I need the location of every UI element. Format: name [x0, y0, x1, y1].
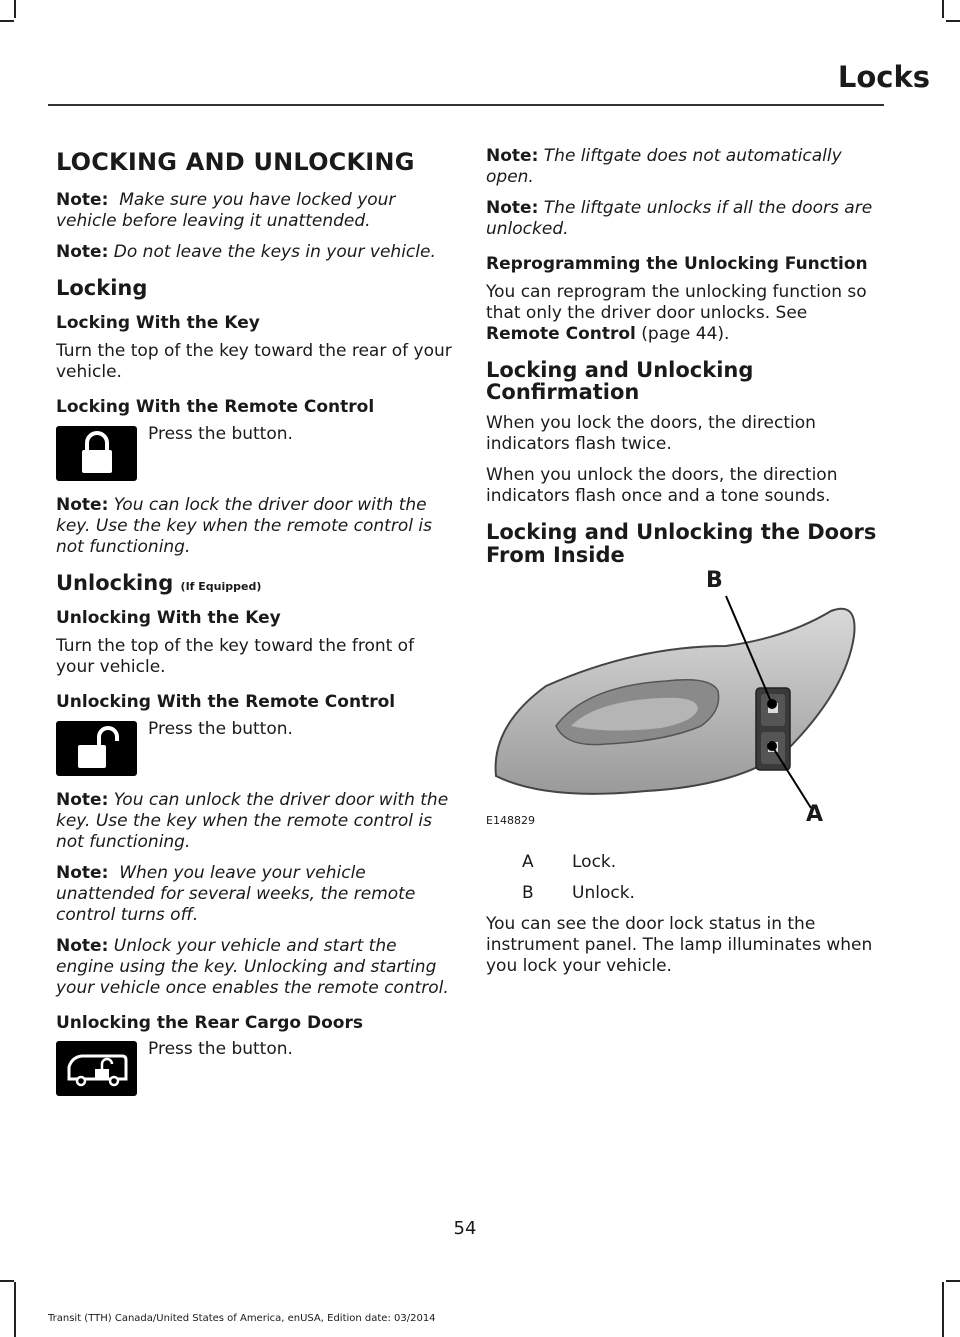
section-heading: LOCKING AND UNLOCKING [56, 148, 415, 176]
callout-b: B [706, 567, 723, 593]
legend-key: B [522, 882, 534, 903]
note [56, 190, 454, 232]
cargo-doors-row [56, 1041, 454, 1096]
note [486, 198, 884, 240]
page-number: 54 [453, 1218, 477, 1239]
header-divider [48, 104, 884, 106]
note-text: When you leave your vehicle unattended for several weeks, the remote control turns off. [56, 862, 416, 925]
note [56, 242, 454, 263]
note-text: Make sure you have locked your vehicle before leaving it unattended. [56, 190, 396, 231]
note-label: Note: [56, 494, 109, 515]
if-equipped-label: (If Equipped) [180, 579, 262, 593]
reprogramming-text-before: You can reprogram the unlocking function so that only the driver door unlocks. See [486, 282, 867, 324]
unlock-icon [56, 721, 137, 776]
unlocking-remote-text: Press the button. [148, 718, 293, 739]
note-text: Unlock your vehicle and start the engine using the key. Unlocking and starting your vehicle once enables the remote control. [56, 935, 449, 998]
crop-mark [0, 20, 14, 22]
legend-key: A [522, 851, 534, 872]
subsection-heading-locking: Locking [56, 276, 148, 300]
note [56, 495, 454, 558]
lock-icon [56, 426, 137, 481]
unlocking-with-key-heading: Unlocking With the Key [56, 607, 281, 628]
locking-remote-heading: Locking With the Remote Control [56, 397, 375, 418]
remote-control-link[interactable]: Remote Control [486, 324, 636, 345]
note [56, 790, 454, 853]
note-label: Note: [486, 198, 539, 218]
door-handle-illustration [486, 576, 884, 826]
note-label: Note: [56, 862, 109, 883]
crop-mark [946, 1280, 960, 1282]
cargo-doors-text: Press the button. [148, 1039, 293, 1060]
note [486, 146, 884, 188]
locking-with-key-text: Turn the top of the key toward the rear of your vehicle. [56, 341, 452, 383]
crop-mark [0, 1280, 14, 1282]
inside-heading: Locking and Unlocking the Doors From Inside [486, 520, 877, 567]
locking-remote-row [56, 423, 454, 481]
unlocking-with-key-text: Turn the top of the key toward the front of your vehicle. [56, 636, 415, 678]
note-label: Note: [56, 190, 109, 210]
note-text: Do not leave the keys in your vehicle. [113, 242, 436, 262]
legend-label: Unlock. [572, 882, 635, 903]
confirmation-text-lock: When you lock the doors, the direction indicators flash twice. [486, 413, 816, 455]
crop-mark [14, 0, 16, 18]
footer-text: Transit (TTH) Canada/United States of America, enUSA, Edition date: 03/2014 [48, 1313, 436, 1324]
callout-a: A [806, 801, 824, 827]
note-text: You can lock the driver door with the key. Use the key when the remote control is not functioning. [56, 494, 432, 557]
right-column [486, 146, 884, 987]
note-label: Note: [486, 146, 539, 166]
reprogramming-text [486, 282, 884, 345]
crop-mark [14, 1282, 16, 1337]
legend-row [486, 852, 884, 873]
reprogramming-heading: Reprogramming the Unlocking Function [486, 254, 868, 274]
figure-code: E148829 [486, 813, 535, 827]
crop-mark [942, 0, 944, 18]
confirmation-heading: Locking and Unlocking Confirmation [486, 358, 754, 405]
note-label: Note: [56, 242, 109, 262]
note [56, 863, 454, 926]
crop-mark [946, 20, 960, 22]
note-text: The liftgate does not automatically open. [486, 146, 842, 187]
unlocking-remote-row [56, 718, 454, 776]
subsection-heading-unlocking [56, 572, 454, 594]
lock-status-text: You can see the door lock status in the instrument panel. The lamp illuminates when you lock your vehicle. [486, 913, 873, 976]
left-column [56, 140, 454, 1110]
cargo-doors-heading: Unlocking the Rear Cargo Doors [56, 1012, 363, 1033]
legend-row [486, 883, 884, 904]
page-header-title: Locks [837, 60, 930, 94]
van-rear-unlock-icon [56, 1041, 137, 1096]
note-text: The liftgate unlocks if all the doors are unlocked. [486, 198, 873, 239]
confirmation-text-unlock: When you unlock the doors, the direction indicators flash once and a tone sounds. [486, 465, 838, 507]
note-label: Note: [56, 935, 109, 956]
unlocking-remote-heading: Unlocking With the Remote Control [56, 692, 396, 713]
note-text: You can unlock the driver door with the key. Use the key when the remote control is not functioning. [56, 789, 449, 852]
unlocking-heading-text: Unlocking [56, 570, 174, 595]
legend-label: Lock. [572, 851, 617, 872]
locking-with-key-heading: Locking With the Key [56, 313, 260, 334]
locking-remote-text: Press the button. [148, 423, 293, 444]
crop-mark [942, 1282, 944, 1337]
note [56, 936, 454, 999]
reprogramming-page-ref: (page 44). [641, 324, 730, 345]
note-label: Note: [56, 789, 109, 810]
door-handle-figure [486, 567, 884, 827]
